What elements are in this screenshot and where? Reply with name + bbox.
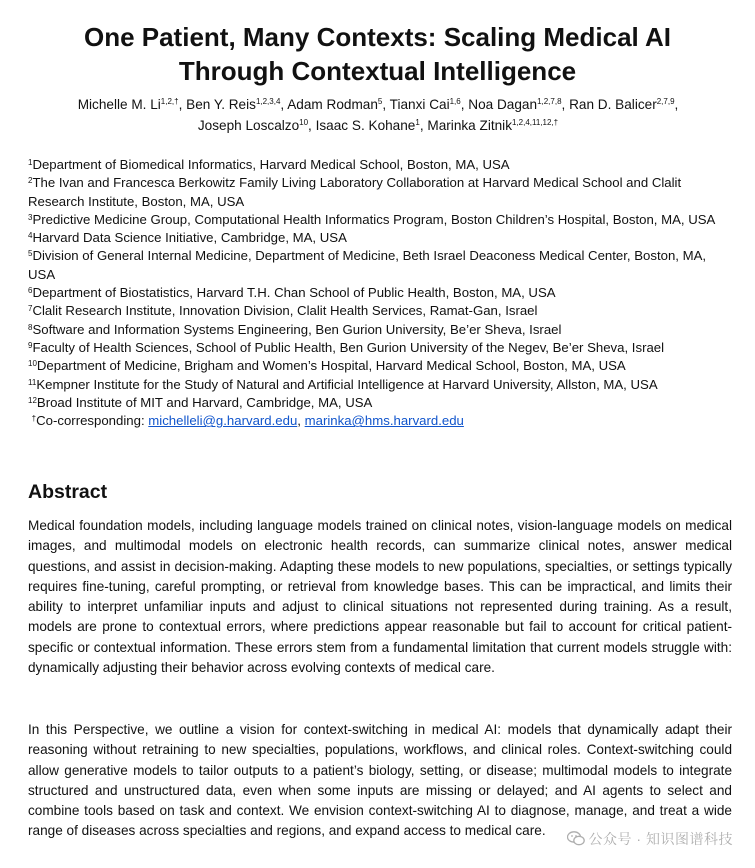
author: Ran D. Balicer$^{2,7,9}$ — [569, 97, 675, 112]
paper-title — [0, 20, 755, 88]
wechat-icon — [567, 831, 585, 849]
affiliation-item: $^5$Division of General Internal Medicine, Department of Medicine, Beth Israel Deaconess Medical Center, Boston, MA, USA — [28, 248, 707, 282]
title-line-2: Through Contextual Intelligence — [178, 56, 577, 86]
author: Michelle M. $Li^{1,2,\dagger}$ — [77, 97, 179, 112]
author: Joseph Loscalzo$^{10}$ — [197, 118, 309, 133]
affiliation-item: $^2$The Ivan and Francesca Berkowitz Family Living Laboratory Collaboration at Harvard Medical School and Clalit Research Institute, Boston, MA, USA — [28, 175, 682, 209]
affiliation-item: $^{11}$Kempner Institute for the Study of Natural and Artificial Intelligence at Harvard University, Allston, MA, USA — [28, 376, 658, 392]
email-link-marinka[interactable]: marinka@hms.harvard.edu — [304, 413, 464, 429]
affiliation-item: $^3$Predictive Medicine Group, Computational Health Informatics Program, Boston Children’s Hospital, Boston, MA, USA — [28, 211, 716, 227]
title-line-1: One Patient, Many Contexts: Scaling Medical AI — [83, 22, 672, 52]
author: Isaac S. Kohane$^1$ — [315, 118, 420, 133]
wechat-watermark — [567, 829, 733, 849]
affiliation-item: $^1$Department of Biomedical Informatics, Harvard Medical School, Boston, MA, USA — [28, 157, 510, 172]
abstract-paragraph-2: In this Perspective, we outline a vision for context-switching in medical AI: models that dynamically adapt their reasoning without retraining to new specialties, populations, workflows, and clinical roles. Context-switching could allow generative models to tailor outputs to a patient’s biology, setting, or disease; multimodal models to integrate structured and unstructured data, even when some inputs are missing or delayed; and AI agents to select and combine tools based on task and context. We envision context-switching AI to diagnose, manage, and treat a wide range of diseases across specialties and regions, and expand access to medical care. — [28, 722, 732, 839]
abstract-paragraph-1: Medical foundation models, including language models trained on clinical notes, vision-language models on medical images, and multimodal models on electronic health records, can summarize clinical notes, answer medical questions, and assist in decision-making. Adapting these models to new populations, specialties, or settings typically requires fine-tuning, careful prompting, or retrieval from knowledge bases. This can be impractical, and limits their ability to interpret unfamiliar inputs and adjust to clinical situations not represented during training. As a result, models are prone to contextual errors, where predictions appear reasonable but fail to account for critical patient-specific or contextual information. These errors stem from a fundamental limitation that current models struggle with: dynamically adjusting their behavior across evolving contexts of medical care. — [28, 518, 732, 676]
watermark-text: 公众号 · 知识图谱科技 — [588, 831, 733, 847]
affiliation-item: $^9$Faculty of Health Sciences, School of Public Health, Ben Gurion University of the Negev, Be’er Sheva, Israel — [28, 339, 665, 355]
affiliation-item: $^{10}$Department of Medicine, Brigham and Women’s Hospital, Harvard Medical School, Boston, MA, USA — [28, 358, 626, 374]
affiliation-item: $^{12}$Broad Institute of MIT and Harvard, Cambridge, MA, USA — [28, 394, 373, 410]
author: Adam Rodman$^5$ — [287, 97, 383, 112]
author: Ben Y. Reis$^{1,2,3,4}$ — [186, 97, 281, 112]
author: Marinka Zitnik$^{1,2,4,11,12,\dagger}$ — [427, 118, 559, 133]
abstract-heading: Abstract — [28, 481, 108, 503]
affiliation-item: $^4$Harvard Data Science Initiative, Cambridge, MA, USA — [28, 230, 347, 246]
affiliation-item: $^7$Clalit Research Institute, Innovation Division, Clalit Health Services, Ramat-Gan, Israel — [28, 303, 538, 319]
affiliation-item: $^8$Software and Information Systems Engineering, Ben Gurion University, Be’er Sheva, Israel — [28, 321, 562, 337]
email-link-michelleli[interactable]: michelleli@g.harvard.edu — [148, 413, 298, 429]
affiliation-item: $^6$Department of Biostatistics, Harvard T.H. Chan School of Public Health, Boston, MA, USA — [28, 285, 556, 301]
author: Tianxi Cai$^{1,6}$ — [389, 97, 461, 112]
corresponding-authors: †Co-corresponding: michelleli@g.harvard.edu, marinka@hms.harvard.edu — [31, 413, 464, 429]
author-list: Michelle M. $Li^{1,2,\dagger}$, Ben Y. Reis$^{1,2,3,4}$, Adam Rodman$^5$, Tianxi Cai$^{1,6}$, Noa Dagan$^{1,2,7,8}$, Ran D. Balicer$^{2,7,9}$, Joseph Loscalzo$^{10}$, Isaac S. Kohane$^1$, Marinka Zitnik$^{1,2,4,11,12,\dagger}$ — [77, 97, 679, 133]
author: Noa Dagan$^{1,2,7,8}$ — [468, 97, 562, 112]
affiliation-list — [28, 156, 728, 430]
